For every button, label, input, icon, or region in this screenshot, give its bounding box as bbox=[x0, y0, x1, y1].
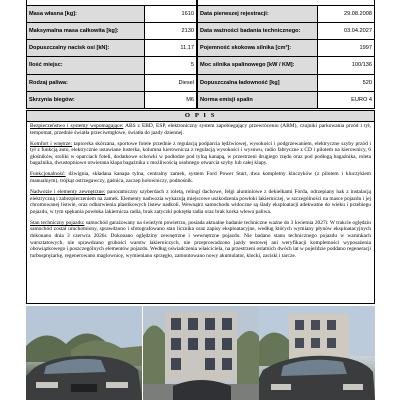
description-heading: O P I S bbox=[27, 111, 374, 122]
spec-left-value: 11,17 bbox=[145, 40, 197, 57]
paragraph-text: samochód garażowany na świeżym powietrzu, posiada aktualne badanie techniczne ważne do 3 kwietnia 2027r. W trakcie oględzin samochód został uruchomiony, sprawdzono i sfotografowano stan licznika oraz zapisy eksploatacyjne, według których wymiany płynów eksploatacyjnych dokonano dnia 3 czerwca 2026r. Dokonano oględziny zewnętrzne i wewnętrzne pojazdu. Nie badano stanu technicznego pojazdu w warunkach warsztatowych, nie sprawdzano grubości warstw lakierniczych, nie przeprowadzono jazdy testowej ani weryfikacji kompletności wyposażenia obowiązkowego i poszczególnych elementów pojazdu. Według oświadczenia właściciela, na przestrzeni ostatnich dwóch lat w pojeździe poddano regeneracji turbosprężarkę, regenerowano maglownicę, wymieniano sprzęgło, zamontowano nowy akumulator, klocki, zaciski i tarcze. bbox=[30, 219, 371, 259]
paragraph-text: dźwignia, składana kanapa tylna, centralny zamek, system Ford Power Start, dwa kompletny kluczyków (z pilotem i kluczykiem manualnym), trójkąt ostrzegawczy, gaśnica, zaczep holowniczy, podnośnik. bbox=[30, 171, 371, 185]
spec-left-row bbox=[27, 40, 197, 57]
spec-table-left bbox=[26, 0, 197, 109]
spec-left-row bbox=[27, 91, 197, 108]
spec-right-value: 100/136 bbox=[318, 57, 375, 74]
spec-left-value: Diesel bbox=[145, 74, 197, 91]
spec-right-label: Moc silnika spalinowego [kW / KM]: bbox=[198, 57, 318, 74]
spec-right-value: 29.08.2008 bbox=[318, 5, 375, 22]
spec-right-value: 520 bbox=[318, 74, 375, 91]
paragraph-title: Komfort i wnętrze: bbox=[30, 140, 73, 147]
spec-right-label: Norma emisji spalin bbox=[198, 91, 318, 108]
spec-left-value: M6 bbox=[145, 91, 197, 108]
spec-left-row bbox=[27, 5, 197, 22]
spec-left-row bbox=[27, 22, 197, 39]
spec-right-value: 03.04.2027 bbox=[318, 22, 375, 39]
spec-right-row bbox=[198, 57, 375, 74]
spec-right-row bbox=[198, 91, 375, 108]
paragraph-title: Stan techniczny pojazdu: bbox=[30, 219, 85, 226]
photo-building-parking bbox=[143, 306, 259, 400]
photo-car-front-right bbox=[259, 306, 375, 400]
paragraph-text: ABS z EBD, ESP, elektroniczny system zapobiegający przewróceniu (ARM), czujniki parkowania przód i tył, tempomat, przednie światła przeciwmgłowe, światła do jazdy dziennej. bbox=[30, 123, 371, 136]
description-paragraph bbox=[30, 141, 371, 167]
spec-left-value: 2130 bbox=[145, 22, 197, 39]
spec-left-value: 5 bbox=[145, 57, 197, 74]
spec-right-label: Pojemność skokowa silnika [cm³]: bbox=[198, 40, 318, 57]
spec-right-value: EURO 4 bbox=[318, 91, 375, 108]
spec-right-row bbox=[198, 74, 375, 91]
description-body bbox=[27, 122, 374, 259]
description-paragraph bbox=[30, 123, 371, 136]
paragraph-title: Bezpieczeństwo i systemy wspomagające: bbox=[30, 123, 124, 129]
paragraph-text: tapicerka skórzana, sportowe fotele przednie z regulacją podparcia lędźwiowej, wysokości i podgrzewaniem, elektryczne szyby przód i tył z funkcją auto, elektrycznie ustawiane lusterka, kolumna kierownicza z regulacją wysokości i wysuwu, radio fabryczne z CD i pilotem na kierownicy, 6 głośników, stoliki w oparciach foteli, dodatkowe schowki w podłodze pod tylną kanapą, w przestrzeni drugiego rzędu oraz pod podłogą bagażnika, roleta bagażnika, dwustopniowo otwierana klapa bagażnika z możliwością osobnego otwarcia szyby lub całej klapy. bbox=[30, 140, 371, 167]
spec-right-row bbox=[198, 22, 375, 39]
spec-right-label: Dopuszczalna ładowność [kg] bbox=[198, 74, 318, 91]
photo-car-front-left bbox=[26, 306, 142, 400]
description-paragraph bbox=[30, 189, 371, 215]
spec-left-label: Rodzaj paliwa: bbox=[27, 74, 145, 91]
spec-left-label: Masa własna [kg]: bbox=[27, 5, 145, 22]
paragraph-text: panoramiczny szyberdach z roletą, relingi dachowe, felgi aluminiowe z dekielkami Forda, odrzepiany hak z instalacją elektryczną i zabezpieczeniem na zamek. Elementy nadwozia wykazują miejscowe uszkodzenia powłoki lakierniczej, w szczególności na masce pojazdu i jej chromowanej listwie, oraz odbarwienia plastikowych listew nadkoli. Wewnątrz samochodu widoczne są ślady eksploatacji adekwatne do wieku i przebiegu pojazdu, w tym spękania powłoka lakiernicza radia, brak zatyczki pokrętła radia oraz brak korka wlewu paliwa. bbox=[30, 189, 372, 215]
description-paragraph bbox=[30, 171, 371, 184]
spec-left-label: Dopuszczalny nacisk osi [kN]: bbox=[27, 40, 145, 57]
spec-left-label: Skrzynia biegów: bbox=[27, 91, 145, 108]
spec-right-value: 1997 bbox=[318, 40, 375, 57]
photo-strip bbox=[26, 306, 375, 400]
spec-left-label: Ilość miejsc: bbox=[27, 57, 145, 74]
description-paragraph bbox=[30, 220, 371, 259]
spec-left-label: Maksymalna masa całkowita [kg]: bbox=[27, 22, 145, 39]
spec-left-value: 1610 bbox=[145, 5, 197, 22]
spec-right-label: Data ważności badania technicznego: bbox=[198, 22, 318, 39]
spec-right-row bbox=[198, 5, 375, 22]
spec-table-right bbox=[197, 0, 375, 109]
spec-left-row bbox=[27, 57, 197, 74]
description-section bbox=[26, 110, 375, 304]
spec-right-row bbox=[198, 40, 375, 57]
paragraph-title: Nadwozie i elementy zewnętrzne: bbox=[30, 189, 106, 196]
spec-right-label: Data pierwszej rejestracji: bbox=[198, 5, 318, 22]
paragraph-title: Funkcjonalność: bbox=[30, 171, 66, 178]
spec-left-row bbox=[27, 74, 197, 91]
